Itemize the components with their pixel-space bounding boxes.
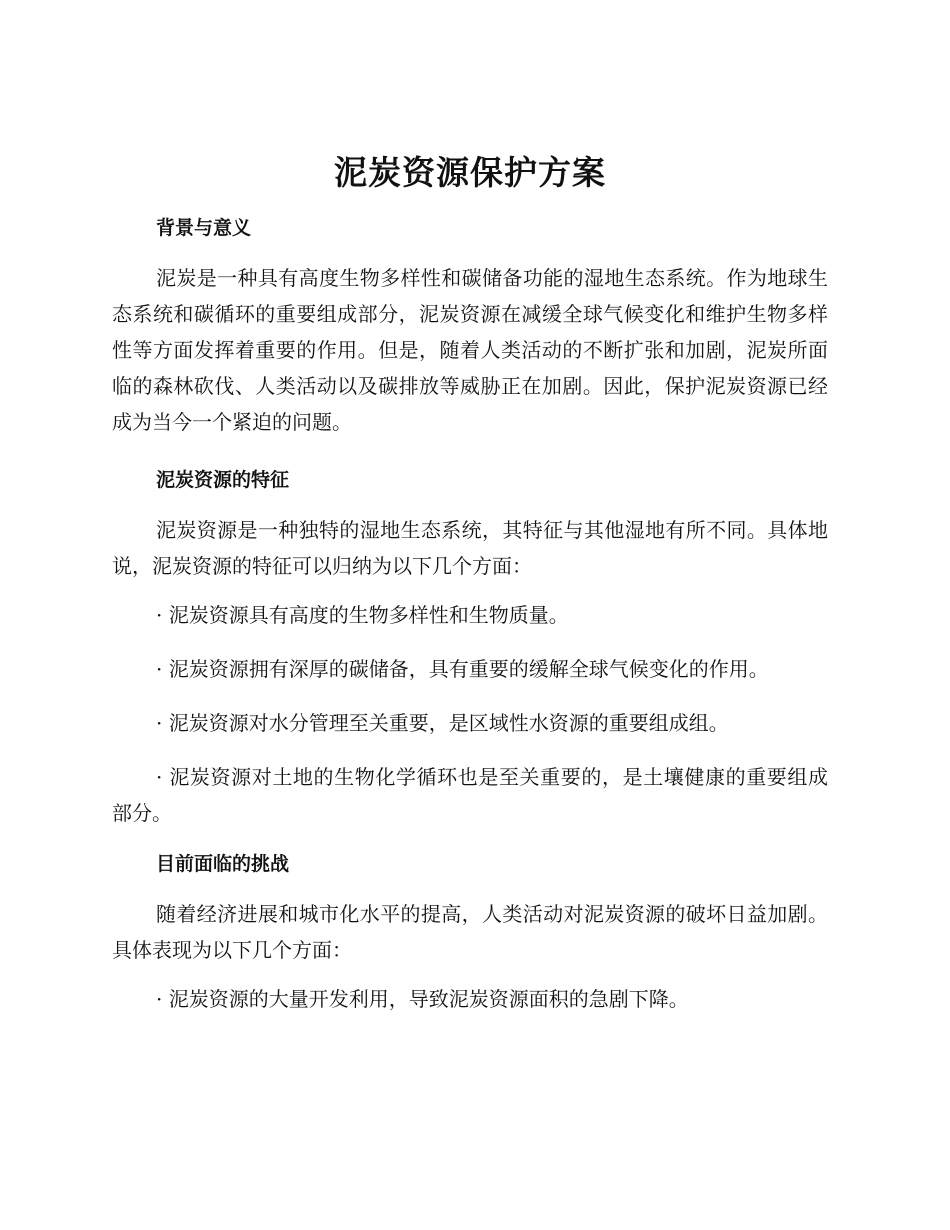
section-background <box>112 213 828 440</box>
section-features <box>112 465 828 831</box>
document-title: 泥炭资源保护方案 <box>334 153 606 192</box>
list-item: · 泥炭资源拥有深厚的碳储备，具有重要的缓解全球气候变化的作用。 <box>156 657 769 681</box>
list-item: · 泥炭资源对水分管理至关重要，是区域性水资源的重要组成组。 <box>156 711 729 735</box>
paragraph: 泥炭是一种具有高度生物多样性和碳储备功能的湿地生态系统。作为地球生态系统和碳循环的重要组成部分，泥炭资源在减缓全球气候变化和维护生物多样性等方面发挥着重要的作用。但是，随着人类活动的不断扩张和加剧，泥炭所面临的森林砍伐、人类活动以及碳排放等威胁正在加剧。因此，保护泥炭资源已经成为当今一个紧迫的问题。 <box>112 266 828 434</box>
section-challenges <box>112 849 828 1017</box>
list-item: · 泥炭资源的大量开发利用，导致泥炭资源面积的急剧下降。 <box>156 987 689 1011</box>
section-heading: 目前面临的挑战 <box>156 853 290 875</box>
list-item: · 泥炭资源具有高度的生物多样性和生物质量。 <box>156 603 569 627</box>
paragraph: 随着经济进展和城市化水平的提高，人类活动对泥炭资源的破坏日益加剧。具体表现为以下几个方面： <box>112 902 828 962</box>
section-heading: 泥炭资源的特征 <box>156 469 290 491</box>
paragraph: 泥炭资源是一种独特的湿地生态系统，其特征与其他湿地有所不同。具体地说，泥炭资源的特征可以归纳为以下几个方面： <box>112 518 828 578</box>
section-heading: 背景与意义 <box>156 217 252 239</box>
list-item: · 泥炭资源对土地的生物化学循环也是至关重要的，是土壤健康的重要组成部分。 <box>112 765 828 825</box>
